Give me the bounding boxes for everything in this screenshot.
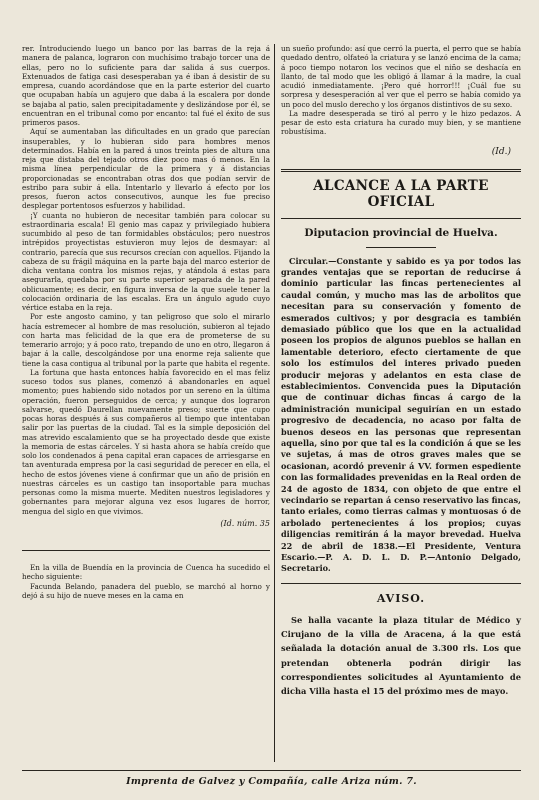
aviso-text: Se halla vacante la plaza titular de Médico y Cirujano de la villa de Aracena, á la que está señalada la dotación anual de 3.300 rls. Los que pretendan obtenerla podrán dirigir las correspondientes solicitudes al Ayuntamiento de dicha Villa hasta el 15 del próximo mes de mayo.	[281, 614, 521, 697]
article-signoff: (Id. núm. 35	[220, 518, 270, 528]
aviso-title: AVISO.	[376, 591, 426, 605]
paragraph: un sueño profundo: así que cerró la puerta, el perro que se había quedado dentro, olfateó la criatura y se lanzó encima de la cama; á poco tiempo notaron los vecinos que el niño se deshacía en llanto, de tal modo que les obligó á llamar á la madre, la cual acudió inmediatamente. ¡Pero qué horror!!! ¡Cuál fue su sorpresa y desesperación al ver que el perro se había comido ya un poco del muslo derecho y los órganos distintivos de su sexo.	[281, 44, 521, 109]
paragraph: Facunda Belando, panadera del pueblo, se marchó al horno y dejó á su hijo de nueve meses en la cama en	[22, 581, 270, 600]
paragraph: Por este angosto camino, y tan peligroso que solo el mirarlo hacía estremecer al hombre de mas resolución, subieron al tejado con harta mas felicidad de la que era de prometerse de su temerario arrojo; y á poco rato, trepando de uno en otro, llegaron á bajar á la calle, descolgándose por una enorme reja saliente que tiene la casa contigua al tribunal por la parte que habita el regente.	[22, 312, 270, 368]
separator-rule	[281, 218, 521, 219]
circular-notice	[281, 256, 521, 575]
column-divider	[274, 44, 275, 762]
article-buendia	[22, 563, 270, 600]
short-rule	[366, 247, 436, 248]
separator-rule	[22, 550, 270, 551]
subhead-diputacion: Diputacion provincial de Huelva.	[304, 226, 498, 239]
article-prison-escape	[22, 44, 270, 528]
paragraph: En la villa de Buendía en la provincia de Cuenca ha sucedido el hecho siguiente:	[22, 563, 270, 582]
circular-text: Circular.—Constante y sabido es ya por todos las grandes ventajas que se reportan de reducirse á dominio particular las fincas pertenecientes al caudal común, y mucho mas las de arbolitos que necesitan para su conservación y fomento de esmerados cultivos; y por desgracia es también demasiado público que los que en la actualidad poseen los propios de algunos pueblos se hallan en lamentable deterioro, efecto ciertamente de que solo los estímulos del interes privado pueden producir mejoras y adelantos en esta clase de establecimientos. Convencida pues la Diputación que de continuar dichas fincas á cargo de la administración municipal seguirían en un estado progresivo de decadencia, no acaso por falta de buenos deseos en las personas que representan aquella, sino por que tal es la condición á que se les ve sujetas, á mas de otros graves males que se ocasionan, acordó prevenir á VV. formen espediente con las formalidades prevenidas en la Real orden de 24 de agosto de 1834, con objeto de que entre el vecindario se repartan á censo reservativo las fincas, tanto eriales, como tierras calmas y montuosas ó de arbolado pertenecientes á los propios; cuyas diligencias remitirán á la mayor brevedad. Huelva 22 de abril de 1838.—El Presidente, Ventura Escario.—P. A. D. L. D. P.—Antonio Delgado, Secretario.	[281, 255, 521, 574]
printer-imprint: Imprenta de Galvez y Compañía, calle Ariza núm. 7.	[22, 770, 521, 787]
right-column	[281, 44, 521, 699]
paragraph: La fortuna que hasta entonces había favorecido en el mas feliz suceso todos sus planes, comenzó á abandonarles en aquel momento; pues habiendo sido notados por un sereno en la última operación, fueron perseguidos de cerca; y aunque dos lograron salvarse, quedó Daurellan nuevamente preso; suerte que cupo pocas horas después á sus compañeros al tiempo que intentaban salir por las puertas de la ciudad. Tal es la simple deposición del mas atrevido escalamiento que se ha proyectado desde que existe la memoria de estas cárceles. Y si hasta ahora se había creído que solo los condenados á pena capital eran capaces de arriesgarse en tan aventurada empresa por la casi seguridad de perecer en ella, el hecho de estos jóvenes viene á confirmar que un año de prisión en nuestras cárceles es un castigo tan insoportable para muchas personas como la misma muerte. Mediten nuestros legisladores y gobernantes para mejorar alguna vez esos lugares de horror, mengua del siglo en que vivimos.	[22, 367, 270, 516]
left-column	[22, 44, 270, 600]
section-title: ALCANCE A LA PARTE OFICIAL	[313, 177, 489, 210]
aviso-notice	[281, 613, 521, 699]
article-signoff: (Id.)	[491, 146, 511, 157]
two-column-body	[22, 44, 521, 766]
paragraph: La madre desesperada se tiró al perro y le hizo pedazos. A pesar de esto esta criatura ha curado muy bien, y se mantiene robustísima.	[281, 108, 521, 137]
separator-rule	[281, 583, 521, 584]
paragraph: Aquí se aumentaban las dificultades en un grado que parecían insuperables, y lo hubieran sido para hombres menos determinados. Había en la pared á unos treinta pies de altura una reja que distaba del tejado otros diez poco mas ó menos. En la misma línea perpendicular de la primera y á distancias proporcionadas se encontraban otras dos que podían servir de estribo para subir á ella. Intentarlo y llevarlo á efecto por los presos, fueron actos consecutivos, aunque les fue preciso desplegar portentosos esfuerzos y habilidad.	[22, 127, 270, 211]
paragraph: rer. Introduciendo luego un banco por las barras de la reja á manera de palanca, lograron con muchísimo trabajo torcer una de ellas, pero no lo suficiente para dar salida á sus cuerpos. Extenuados de fatiga casi desesperaban ya é iban á desistir de su empresa, cuando acordándose que en la parte esterior del cuarto que ocupaban había un agujero que daba á la escalera por donde se bajaba al patio, salen precipitadamente y deslizándose por él, se encuentran en el tribunal como por encanto: tal fué el éxito de sus primeros pasos.	[22, 44, 270, 127]
paragraph: ¡Y cuanta no hubieron de necesitar también para colocar su estraordinaria escala! El genio mas capaz y privilegiado hubiera sucumbido al peso de tan formidables obstáculos; pero nuestros intrépidos proyectistas estuvieron muy lejos de desmayar: al contrario, parecía que sus recursos crecían con aquellos. Fijando la cabeza de su frágil máquina en la parte baja del marco esterior de dicha ventana contra los mismos rejas, y atándola á estas para asegurarla, quedaba por su parte superior separada de la pared oblicuamente; es decir, en figura inversa de la que suele tener la colocación ordinaria de las escalas. Era un ángulo agudo cuyo vértice estaba en la reja.	[22, 210, 270, 312]
article-buendia-continued	[281, 44, 521, 137]
section-double-rule	[281, 169, 521, 172]
